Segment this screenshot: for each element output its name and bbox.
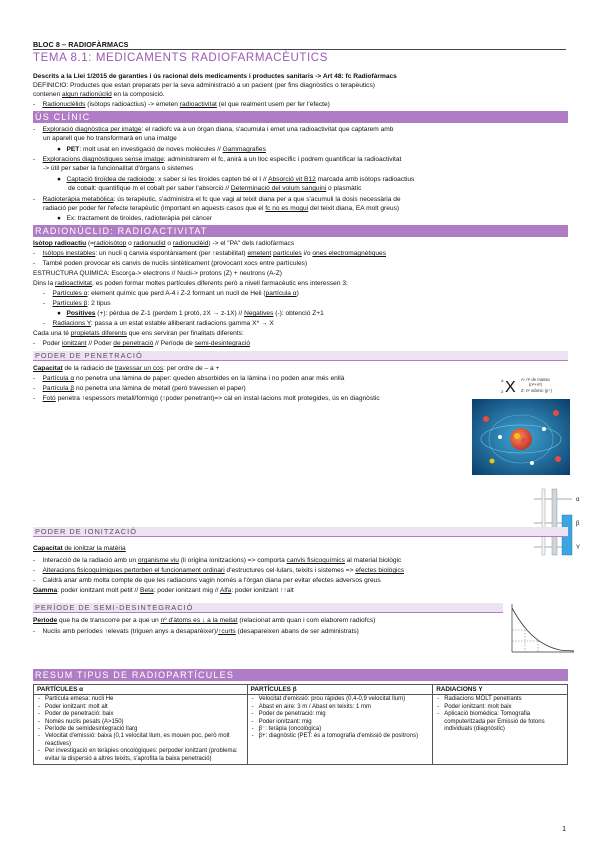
s4-resum: Gamma: poder ionitzant molt petit // Beta: poder ionitzant mig // Alfa: poder ionitzant ↑↑alt (33, 587, 294, 594)
section-radionuclid: RADIONÚCLID: RADIOACTIVITAT (33, 225, 568, 237)
list-item: - Velocitat d'emissió: prou ràpides (0,4-0,9 velocitat llum) (258, 696, 430, 703)
list-item: - β+: diagnòstic (PET: és a tomografia d'emissió de positrons) (258, 733, 430, 740)
page-title: TEMA 8.1: MEDICAMENTS RADIOFARMACÈUTICS (33, 52, 328, 64)
list-item: - β⁻: teràpia (oncològica) (258, 726, 430, 733)
s2-alpha: - Partícules α: element químic que perd A-4 i Z-2 formant un nucli de Heli (partícula α) (43, 290, 299, 297)
svg-text:(nº+nº): (nº+nº) (529, 382, 542, 387)
list-item: - Només nuclis pesats (A>150) (44, 719, 244, 726)
intro-definition: DEFINICIÓ: Productes que estan preparats per la seva administració a un pacient (per fins diagnòstics o terapèutics) (33, 82, 375, 89)
list-item: - Poder ionitzant: mig (258, 719, 430, 726)
s3-foto: - Fotó penetra ↑espessors metall/formigó (↑poder penetrant)=> cal en instal·lacions molt protegides, ús en diagnòstic (33, 395, 380, 402)
s1-item-sense-imatge: - Exploracions diagnòstiques sense imatge: administrarem el fc, anirà a un lloc específic i podrem quantificar la radioactivitat (33, 156, 402, 163)
s1-item-radioterapia: - Radioteràpia metabòlica: ús terapèutic, s'administra el fc que vagi al teixit diana per a que s'acumuli la dosis necessària de (33, 196, 401, 203)
subsection-semidesintegracio: PERÍODE DE SEMI-DESINTEGRACIÓ (33, 603, 503, 613)
s2-beta: - Partícules β: 2 tipus (43, 300, 111, 307)
svg-text:A: A (501, 378, 504, 383)
s1-captacio: ● Captació tiroïdea de radioiode: x saber si les tiroides capten bé el I // Absorció vit B12 marcada amb isòtops radioactius (57, 176, 415, 183)
s2-sintetic: - També poden provocar els canvis de nuclis sintèticament (provocant xocs entre partícules) (33, 260, 308, 267)
s2-inestables: - Isòtops inestables: un nucli q canvia espontàniament (per ↑estabilitat) emetent partícules i/o ones electromagnètiques (33, 250, 387, 257)
s3-beta: - Partícula β no penetra una làmina de metall (però travessen el paper) (33, 385, 246, 392)
s3-capacitat: Capacitat de la radiació de travessar un cos: per ordre de – a + (33, 365, 220, 372)
section-resum: RESUM TIPUS DE RADIOPARTÍCULES (33, 669, 568, 681)
list-item: - Velocitat d'emissió: baixa (0,1 velocitat llum, es mouen poc, però molt reactives) (44, 733, 244, 748)
col-gamma-header: RADIACIONS Y (433, 685, 568, 695)
subsection-ionitzacio: PODER DE IONITZACIÓ (33, 527, 568, 537)
s5-periode: Període que ha de transcorre per a que un nº d'àtoms es ↓ a la meitat (relacionat amb quan i com elaborem radiofcs) (33, 617, 376, 624)
svg-text:Y: Y (576, 545, 581, 551)
list-item: - Període de semidesintegració llarg (44, 726, 244, 733)
col-alpha-cell (34, 695, 248, 765)
section-us-clinic: ÚS CLÍNIC (33, 111, 568, 123)
s1-item-radioterapia-cont: radiació per poder fer l'efecte terapèutic (important en aquests casos que el fc no es mogui del teixit diana, EA molt greus) (43, 205, 400, 212)
intro-radionuclids: - Radionuclèlids (isòtops radioactius) -> emeten radioactivitat (el que realment usem per fer l'efecte) (33, 101, 330, 108)
nucleus-notation-figure (499, 373, 579, 397)
s2-gamma: - Radiacions Y: passa a un estat estable alliberant radiacions gamma X* → X (43, 320, 274, 327)
col-gamma-cell (433, 695, 568, 765)
svg-text:β: β (576, 521, 580, 527)
s2-dins: Dins la radioactivitat, es poden formar moltes partícules diferents però a nivell farmacèutic ens interessen 3: (33, 280, 348, 287)
s3-alpha: - Partícula α no penetra una làmina de paper: queden absorbides en la làmina i no poden anar més enllà (33, 375, 345, 382)
list-item: - Poder de penetració: baix (44, 711, 244, 718)
radioactive-atom-image (472, 399, 570, 475)
intro-law: Descrits a la Llei 1/2015 de garanties i ús racional dels medicaments i productes sanitaris -> Art 48: fc Radiofàrmacs (33, 73, 397, 80)
s1-item-diag-imatge: - Exploració diagnòstica per imatge: el radiofc va a un òrgan diana, s'acumula i emet una radioactivitat que captarem amb (33, 126, 394, 133)
summary-table-row (34, 695, 568, 765)
list-item: - Per investigació en teràpies oncològiques: perpoder ionitzant (problema: evitar la dispersió a altres teixits, s'aprofita la baixa penetració) (44, 748, 244, 763)
s4-capacitat: Capacitat de ionitzar la matèria (33, 545, 126, 552)
s4-alteracions: - Alteracions fisicoquímiques pertorben el funcionament ordinari d'estructures cel·lulars, teixits i sistemes => efectes biològics (33, 567, 405, 574)
page-number: 1 (562, 826, 566, 833)
intro-definition-cont: contenen algun radionúclid en la composició. (33, 91, 165, 98)
svg-text:α: α (576, 497, 580, 503)
s2-propietats: Cada una té propietats diferents que ens serviran per finalitats diferents: (33, 330, 244, 337)
s2-poders: - Poder ionitzant // Poder de penetració // Període de semi-desintegració (33, 340, 251, 347)
col-beta-header: PARTÍCULES β (247, 685, 433, 695)
svg-text:X: X (505, 379, 516, 396)
s1-item-sense-imatge-cont: -> útil per saber la funcionalitat d'òrgans o sistemes (43, 165, 194, 172)
col-beta-cell (247, 695, 433, 765)
svg-text:Z- nº atòmic (p⁺): Z- nº atòmic (p⁺) (521, 388, 552, 393)
s1-captacio-cont: de cobalt: quantifique m el cobalt per saber l'absorció // Determinació del volum sanguini o plasmàtic (68, 185, 362, 192)
s2-isotop: Isòtop radioactiu (=radioisòtop o radionuclid o radionuclèid) -> el "PA" dels radiofàrmacs (33, 240, 295, 247)
list-item: - Abast en aire: 3 m / Abast en teixits: 1 mm (258, 704, 430, 711)
list-item: - Partícula emesa: nucli He (44, 696, 244, 703)
list-item: - Poder ionitzant: molt alt (44, 704, 244, 711)
header-rule (33, 49, 566, 50)
col-alpha-header: PARTÍCULES α (34, 685, 248, 695)
s1-item-diag-imatge-cont: un aparell que ho transformarà en una imatge (43, 135, 177, 142)
s2-beta-types: ● Positives (+): pèrdua de Z-1 (perdem 1 protó, zX → z-1X) // Negatives (-): obtenció Z+1 (57, 310, 324, 317)
decay-curve-figure (506, 600, 576, 658)
list-item: - Poder de penetració: mig (258, 711, 430, 718)
list-item: - Poder ionitzant: molt baix (443, 704, 564, 711)
s4-compte: - Caldrà anar amb molta compte de que les radiacions vagin només a l'òrgan diana per evitar efectes adversos greus (33, 577, 381, 584)
summary-table-header (34, 685, 568, 695)
svg-text:A- nº de massa: A- nº de massa (521, 377, 550, 382)
s1-pet: ● PET: molt usat en investigació de noves molècules // Gammagrafies (57, 146, 266, 153)
s2-estructura: ESTRUCTURA QUÍMICA: Escorça-> electrons // Nucli-> protons (Z) + neutrons (A-Z) (33, 270, 282, 277)
list-item: - Radiacions MOLT penetrants (443, 696, 564, 703)
list-item: - Aplicació biomèdica: Tomografia computeritzada per Emissió de fotons individuals (diagnòstic) (443, 711, 564, 733)
s4-interaccio: - Interacció de la radiació amb un organisme viu (li origina ionitzacions) => comporta canvis fisicoquímics al material biològic (33, 557, 402, 564)
s5-nuclis: - Nuclis amb períodes ↑elevats (triguen anys a desaparèixer)/↑curts (desapareixen abans de ser administrats) (33, 628, 359, 635)
subsection-penetracio: PODER DE PENETRACIÓ (33, 351, 568, 361)
svg-text:Z: Z (501, 389, 504, 394)
summary-table (33, 684, 568, 765)
bloc-header: BLOC 8 – RADIOFÀRMACS (33, 40, 129, 49)
s1-exemple: ● Ex: tractament de tiroides, radioteràpia pel càncer (57, 215, 212, 222)
